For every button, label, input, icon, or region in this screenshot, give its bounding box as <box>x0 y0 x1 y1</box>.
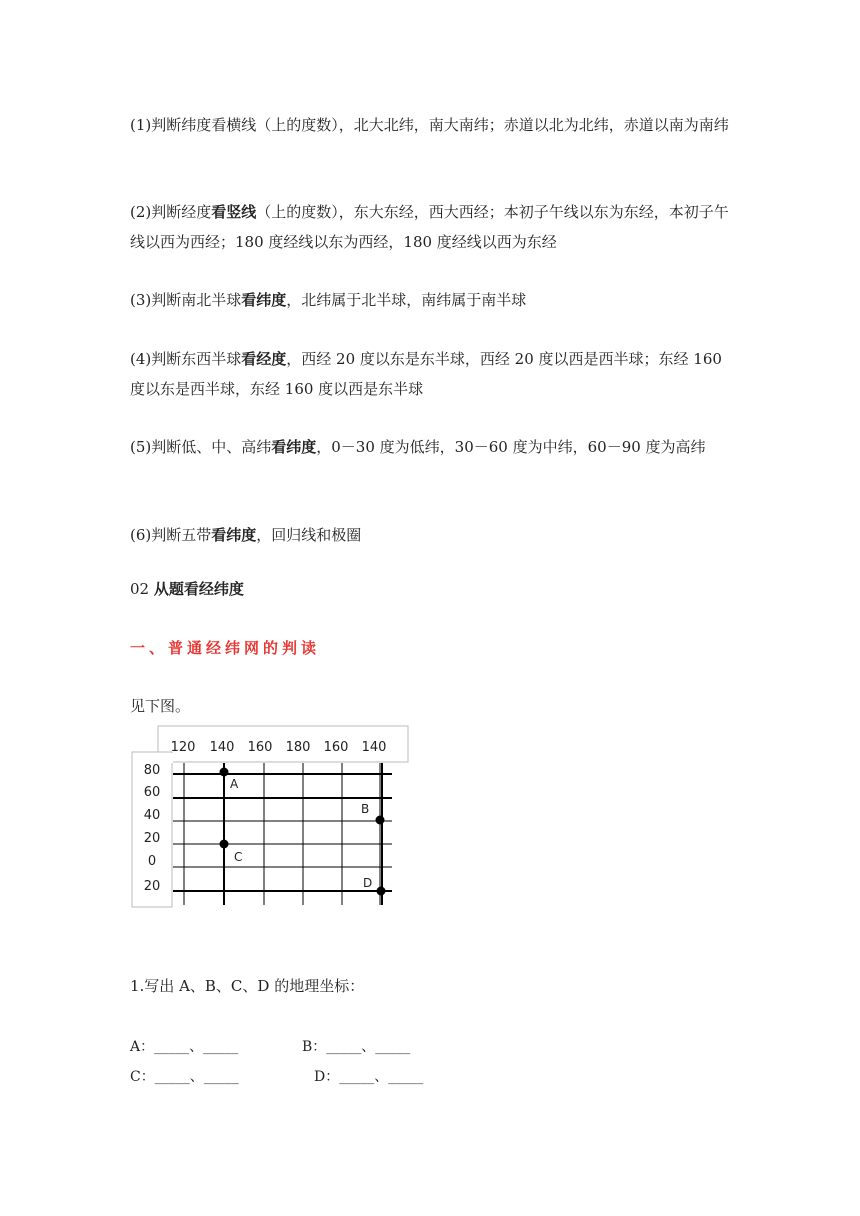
longitude-label: 180 <box>285 740 311 755</box>
answer-d: D：_____、_____ <box>314 1069 424 1085</box>
latitude-label: 20 <box>143 879 161 894</box>
grid-parallels <box>173 774 392 891</box>
point-a-label: A <box>230 777 239 791</box>
point-a <box>220 768 229 777</box>
point-d <box>377 887 386 896</box>
latitude-label: 0 <box>147 854 157 869</box>
longitude-label: 140 <box>209 740 235 755</box>
lat-long-grid-diagram <box>130 725 415 910</box>
answer-a: A：_____、_____ <box>130 1039 239 1055</box>
answer-c: C：_____、_____ <box>130 1069 239 1085</box>
latitude-label: 20 <box>143 831 161 846</box>
paragraph-4: (4)判断东西半球看经度，西经 20 度以东是东半球，西经 20 度以西是西半球；东经 160 度以东是西半球，东经 160 度以西是东半球 <box>130 350 722 398</box>
paragraph-6: (6)判断五带看纬度，回归线和极圈 <box>130 526 362 544</box>
paragraph-3: (3)判断南北半球看纬度，北纬属于北半球，南纬属于南半球 <box>130 291 527 309</box>
see-below-text: 见下图。 <box>130 697 191 715</box>
grid-meridians <box>184 763 380 905</box>
section-title: 一、普通经纬网的判读 <box>130 639 321 657</box>
subheading: 02 从题看经纬度 <box>130 580 244 598</box>
paragraph-1: (1)判断纬度看横线（上的度数），北大北纬，南大南纬；赤道以北为北纬，赤道以南为南纬 <box>130 116 729 134</box>
paragraph-5: (5)判断低、中、高纬看纬度，0－30 度为低纬，30－60 度为中纬，60－90 度为高纬 <box>130 438 706 456</box>
paragraph-2: (2)判断经度看竖线（上的度数），东大东经，西大西经；本初子午线以东为东经，本初子午线以西为西经；180 度经线以东为西经，180 度经线以西为东经 <box>130 203 729 251</box>
longitude-label: 160 <box>247 740 273 755</box>
point-b <box>376 816 385 825</box>
question-1: 1.写出 A、B、C、D 的地理坐标： <box>130 977 365 995</box>
longitude-label: 160 <box>323 740 349 755</box>
answer-b: B：_____、_____ <box>302 1039 411 1055</box>
latitude-label: 60 <box>143 785 161 800</box>
point-c-label: C <box>234 850 243 864</box>
point-c <box>220 840 229 849</box>
latitude-label: 40 <box>143 808 161 823</box>
point-b-label: B <box>361 802 370 816</box>
longitude-label: 140 <box>361 740 387 755</box>
latitude-label: 80 <box>143 763 161 778</box>
longitude-label: 120 <box>170 740 196 755</box>
point-d-label: D <box>363 876 373 890</box>
